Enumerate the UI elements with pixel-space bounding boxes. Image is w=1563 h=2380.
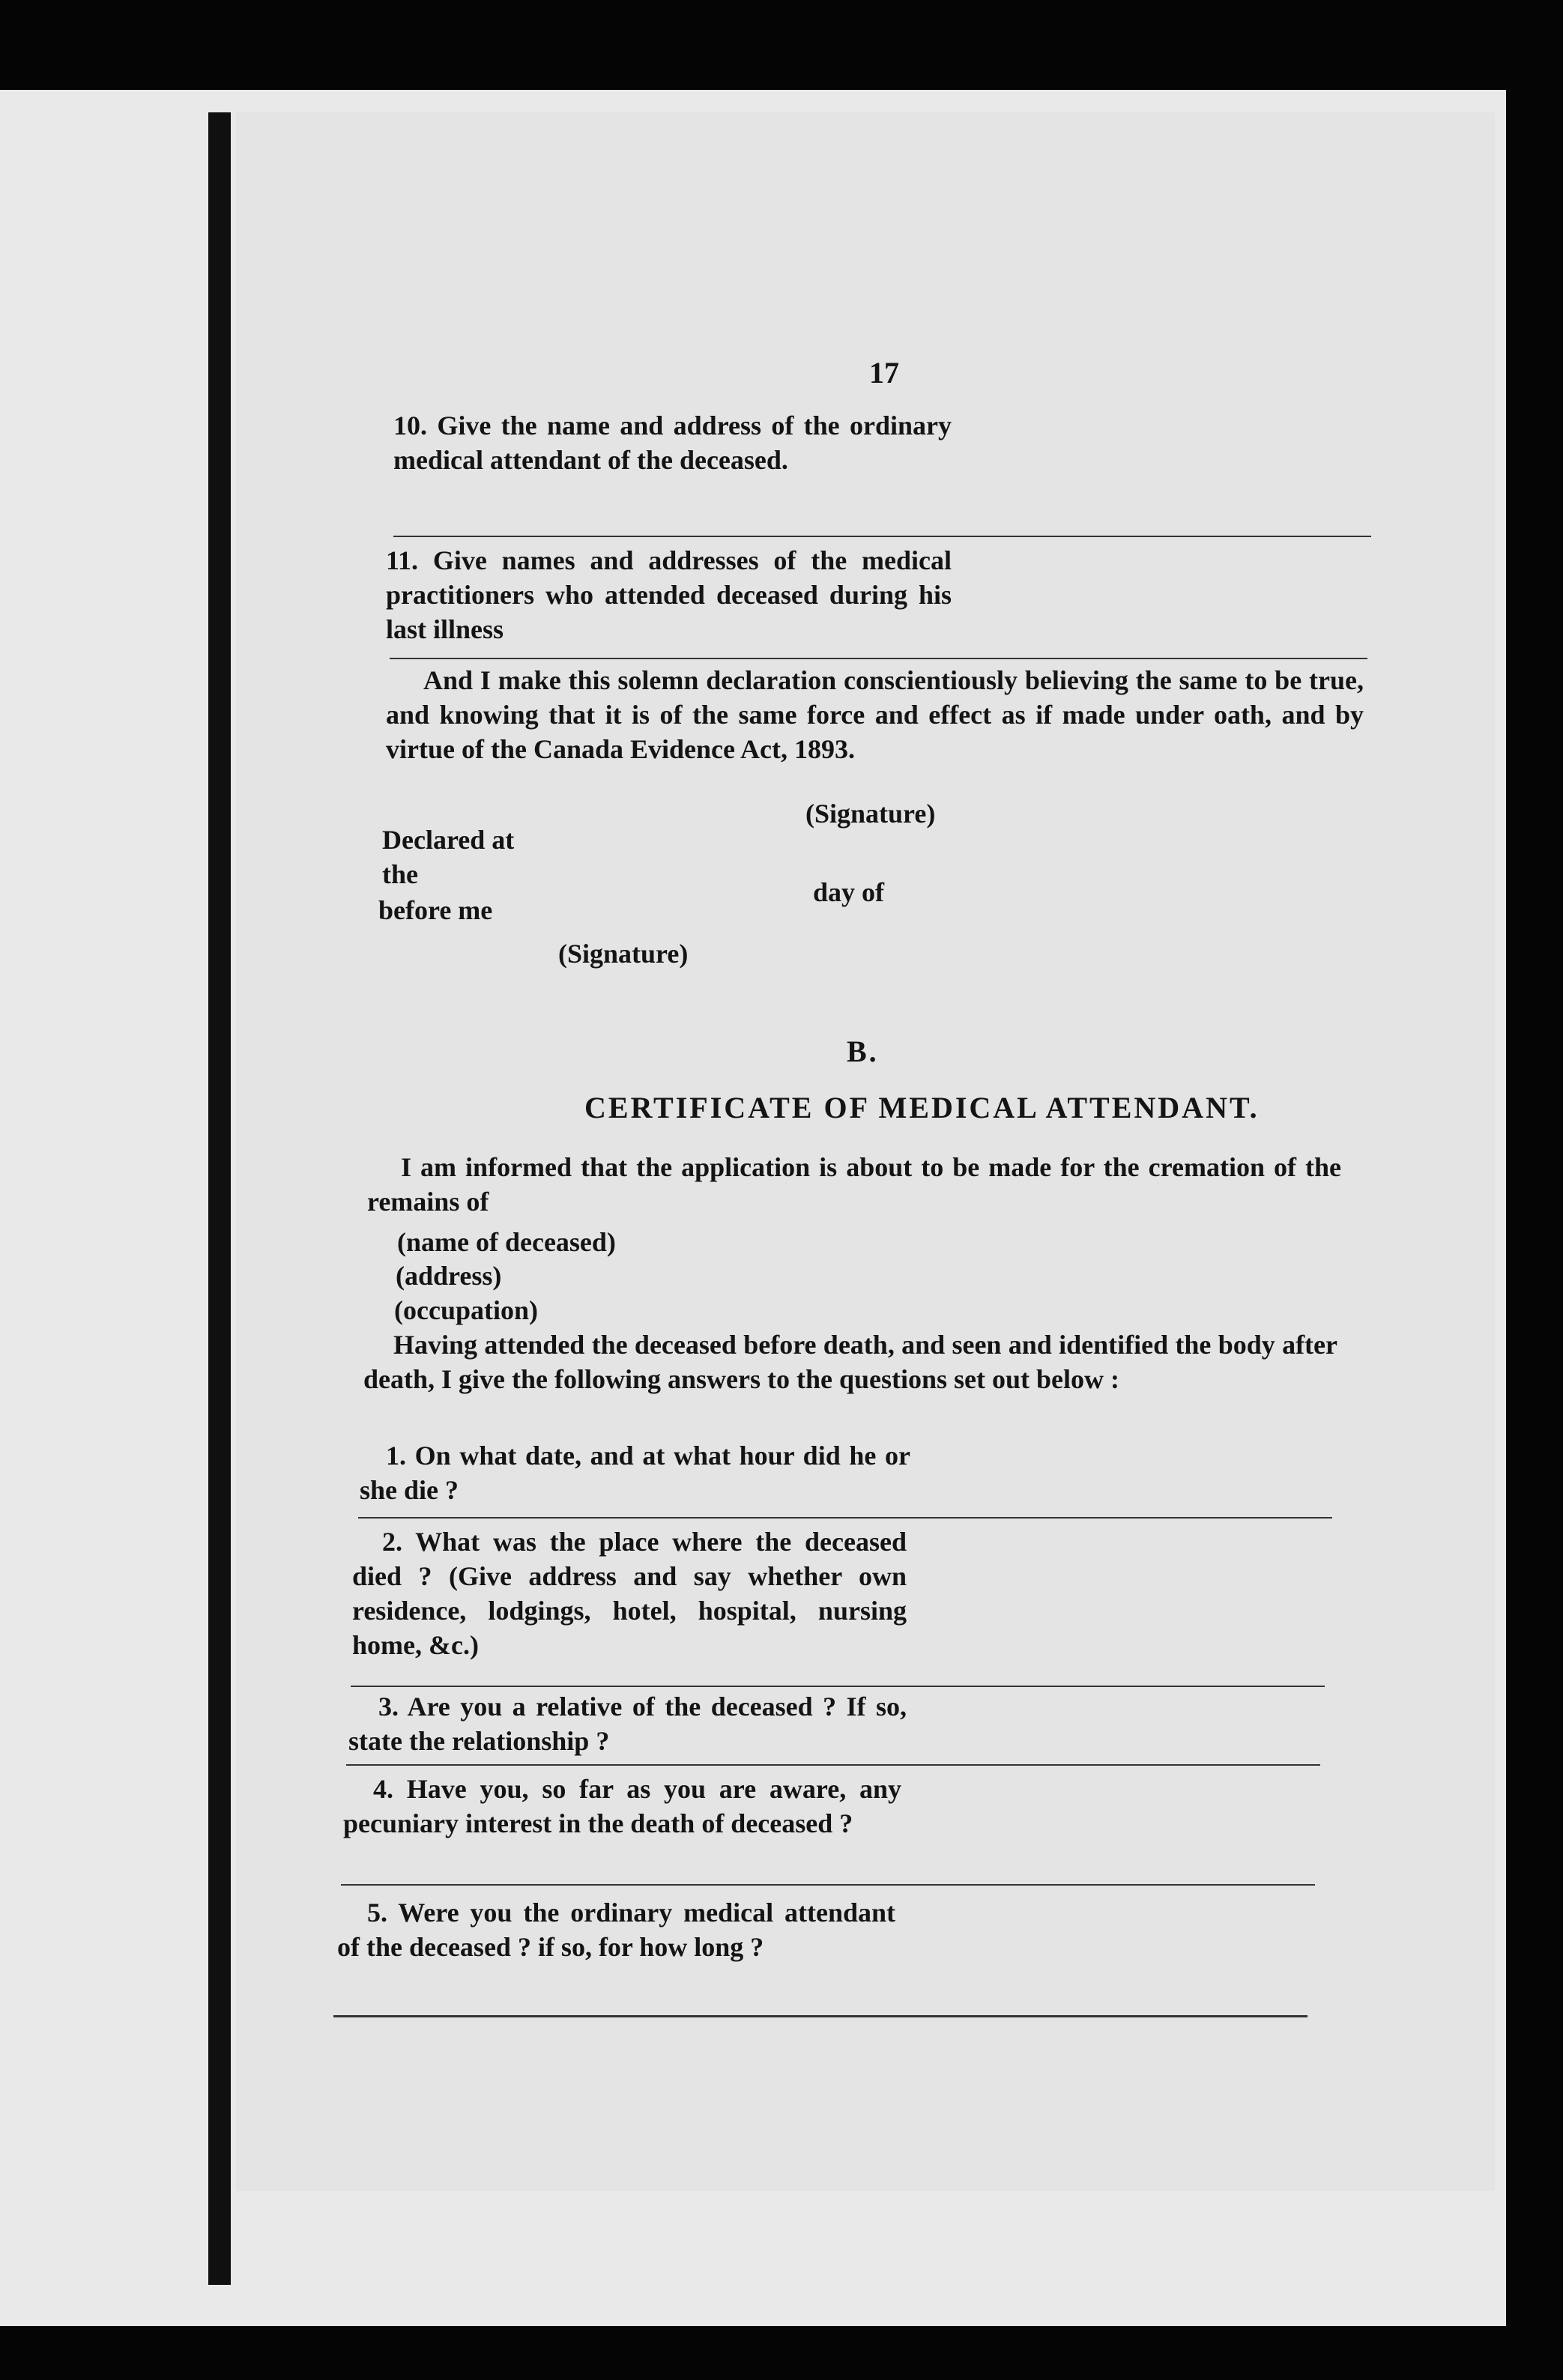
field-occupation: (occupation) [394,1295,538,1325]
question-2: 2. What was the place where the deceased died ? (Give address and say whether own residence, lodgings, hotel, hospital, nursing home, &c.) [352,1527,907,1660]
answer-line-4 [341,1884,1315,1886]
question-11: 11. Give names and addresses of the medical practitioners who attended deceased during his last illness [386,545,952,644]
question-3: 3. Are you a relative of the deceased ? If so, state the relationship ? [348,1692,907,1756]
question-4: 4. Have you, so far as you are aware, any pecuniary interest in the death of deceased ? [343,1774,901,1838]
day-of-label: day of [813,877,885,907]
commissioner-signature-label: (Signature) [558,939,689,969]
answer-line-10 [393,536,1371,537]
section-title: CERTIFICATE OF MEDICAL ATTENDANT. [584,1091,1260,1124]
declared-at-label: Declared at [382,825,515,855]
section-letter: B. [847,1035,879,1068]
before-me-label: before me [378,895,493,925]
field-name-of-deceased: (name of deceased) [397,1227,616,1257]
declaration-text: And I make this solemn declaration conscientiously believing the same to be true, and knowing that it is of the same force and effect as if made under oath, and by virtue of the Canada Evidence Act, 1893. [386,665,1364,764]
the-label: the [382,859,418,889]
field-address: (address) [396,1261,502,1291]
question-10: 10. Give the name and address of the ordinary medical attendant of the deceased. [393,411,952,475]
answer-line-5 [333,2015,1307,2017]
declarant-signature-label: (Signature) [805,799,936,829]
answer-line-3 [346,1764,1320,1766]
question-5: 5. Were you the ordinary medical attendant of the deceased ? if so, for how long ? [337,1898,895,1962]
question-1: 1. On what date, and at what hour did he or she die ? [360,1441,910,1505]
answer-line-2 [351,1686,1325,1687]
answer-line-1 [358,1517,1332,1518]
answer-line-11 [390,658,1367,659]
page-number: 17 [869,356,899,390]
having-attended-text: Having attended the deceased before death, and seen and identified the body after death, I give the following answers to the questions set out below : [363,1330,1337,1394]
intro-text: I am informed that the application is about to be made for the cremation of the remains of [367,1152,1341,1217]
